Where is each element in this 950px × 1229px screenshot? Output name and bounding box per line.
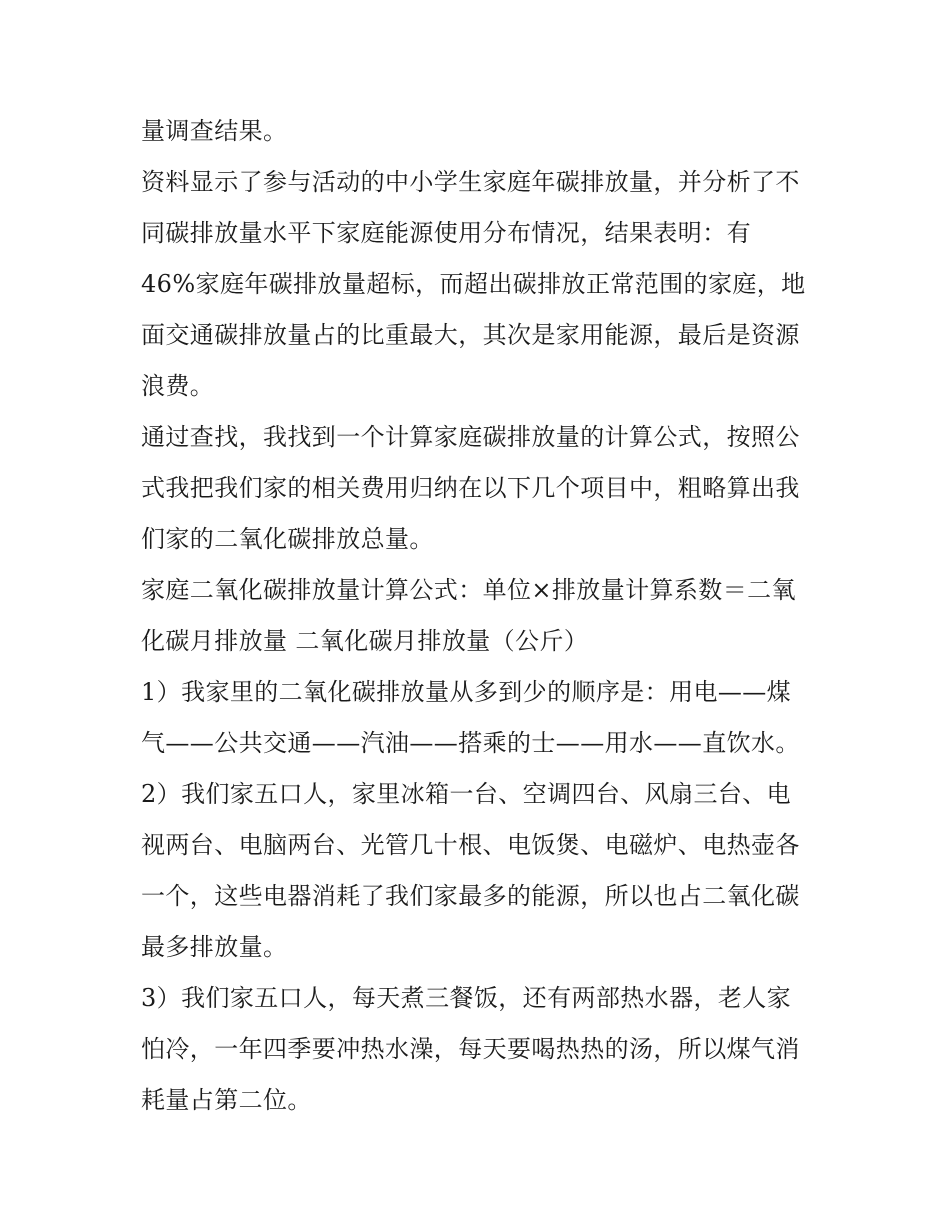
text-line: 气——公共交通——汽油——搭乘的士——用水——直饮水。 [141, 729, 800, 757]
text-line: 家庭二氧化碳排放量计算公式：单位×排放量计算系数＝二氧 [141, 576, 796, 604]
document-body [141, 106, 813, 1126]
text-line: 2）我们家五口人，家里冰箱一台、空调四台、风扇三台、电 [141, 780, 792, 808]
text-line: 耗量占第二位。 [141, 1086, 312, 1114]
text-line: 通过查找，我找到一个计算家庭碳排放量的计算公式，按照公 [141, 423, 800, 451]
text-line: 一个，这些电器消耗了我们家最多的能源，所以也占二氧化碳 [141, 882, 800, 910]
text-line: 量调查结果。 [141, 117, 288, 145]
text-line: 化碳月排放量 二氧化碳月排放量（公斤） [141, 627, 589, 655]
text-line: 3）我们家五口人，每天煮三餐饭，还有两部热水器，老人家 [141, 984, 792, 1012]
text-line: 们家的二氧化碳排放总量。 [141, 525, 434, 553]
text-line: 式我把我们家的相关费用归纳在以下几个项目中，粗略算出我 [141, 474, 800, 502]
text-line: 46%家庭年碳排放量超标，而超出碳排放正常范围的家庭，地 [141, 270, 806, 298]
text-line: 资料显示了参与活动的中小学生家庭年碳排放量，并分析了不 [141, 168, 800, 196]
text-line: 面交通碳排放量占的比重最大，其次是家用能源，最后是资源 [141, 321, 800, 349]
text-line: 视两台、电脑两台、光管几十根、电饭煲、电磁炉、电热壶各 [141, 831, 800, 859]
text-line: 浪费。 [141, 372, 215, 400]
text-line: 同碳排放量水平下家庭能源使用分布情况，结果表明：有 [141, 219, 751, 247]
text-line: 怕冷，一年四季要冲热水澡，每天要喝热热的汤，所以煤气消 [141, 1035, 800, 1063]
text-line: 最多排放量。 [141, 933, 288, 961]
text-line: 1）我家里的二氧化碳排放量从多到少的顺序是：用电——煤 [141, 678, 792, 706]
